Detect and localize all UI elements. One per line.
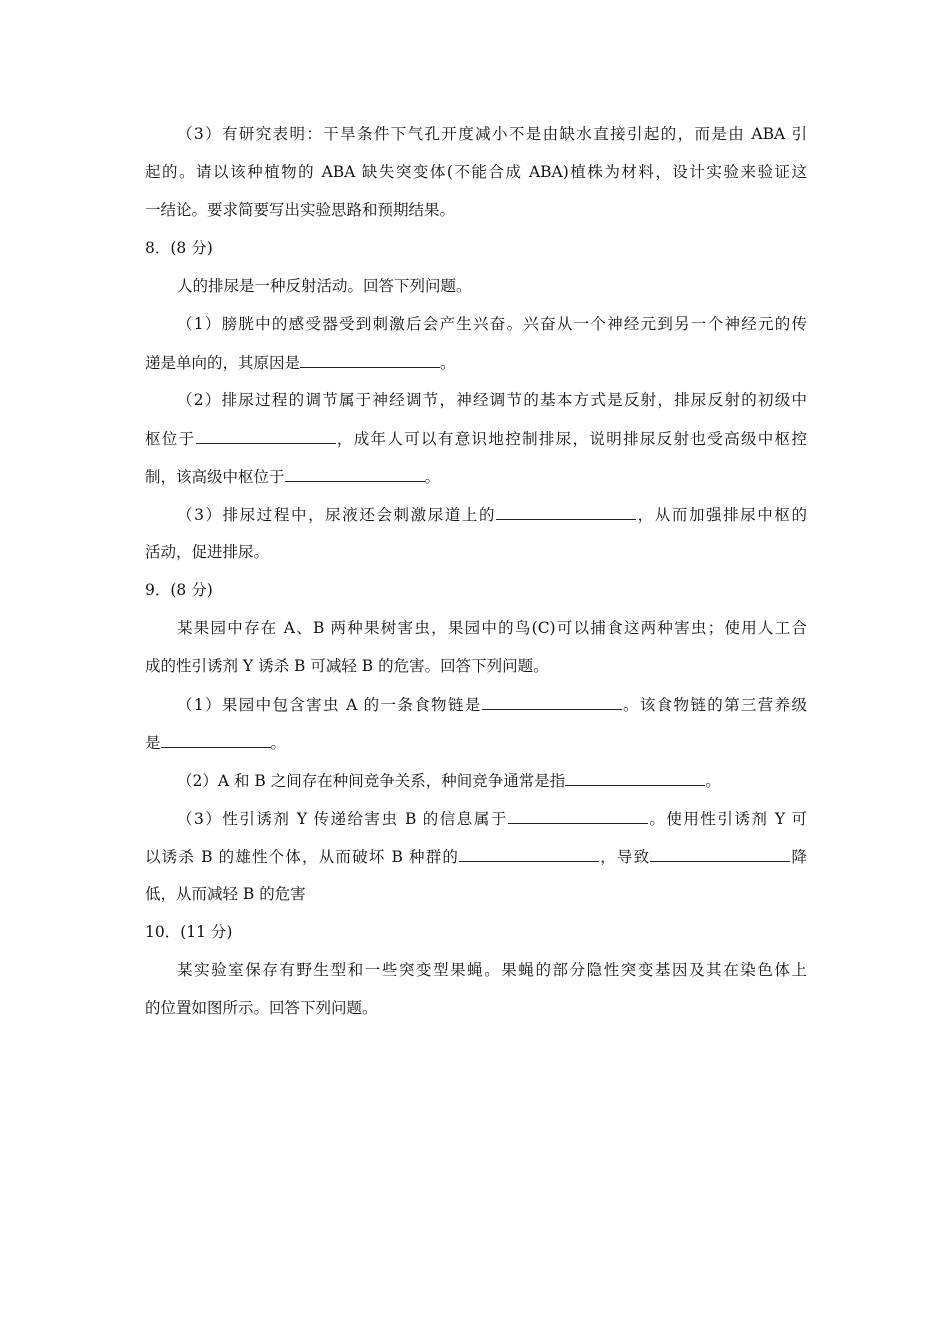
q9-intro-line1: 某果园中存在 A、B 两种果树害虫，果园中的鸟(C)可以捕食这两种害虫；使用人工合 (177, 619, 807, 637)
q8-part3-line2: 活动，促进排尿。 (145, 543, 270, 561)
answer-blank[interactable] (496, 504, 636, 520)
q9-intro-line2: 成的性引诱剂 Y 诱杀 B 可减轻 B 的危害。回答下列问题。 (145, 657, 549, 675)
q8-part2-line1: （2）排尿过程的调节属于神经调节，神经调节的基本方式是反射，排尿反射的初级中 (177, 391, 807, 409)
q9-part3-line2: 以诱杀 B 的雄性个体，从而破坏 B 种群的 ，导致 降 (145, 848, 807, 866)
q9-header: 9．(8 分) (145, 581, 213, 599)
answer-blank[interactable] (196, 428, 336, 444)
answer-blank[interactable] (459, 846, 599, 862)
q7-part3-line2: 起的。请以该种植物的 ABA 缺失突变体(不能合成 ABA)植株为材料，设计实验来验证这 (145, 163, 807, 181)
q8-part2-line3: 制，该高级中枢位于 。 (145, 468, 441, 486)
q10-intro-line1: 某实验室保存有野生型和一些突变型果蝇。果蝇的部分隐性突变基因及其在染色体上 (177, 961, 807, 979)
q8-header: 8．(8 分) (145, 239, 213, 257)
q9-part1-line1: （1）果园中包含害虫 A 的一条食物链是 。该食物链的第三营养级 (177, 696, 807, 714)
answer-blank[interactable] (285, 466, 425, 482)
answer-blank[interactable] (161, 732, 271, 748)
q9-part2: （2）A 和 B 之间存在种间竞争关系，种间竞争通常是指 。 (177, 772, 721, 790)
q8-part2-line2: 枢位于 ，成年人可以有意识地控制排尿，说明排尿反射也受高级中枢控 (145, 430, 807, 448)
q7-part3-line3: 一结论。要求简要写出实验思路和预期结果。 (145, 201, 456, 219)
q9-part3-line3: 低，从而减轻 B 的危害 (145, 885, 306, 903)
answer-blank[interactable] (508, 808, 648, 824)
q9-part3-line1: （3）性引诱剂 Y 传递给害虫 B 的信息属于 。使用性引诱剂 Y 可 (177, 810, 807, 828)
answer-blank[interactable] (565, 770, 705, 786)
answer-blank[interactable] (300, 352, 440, 368)
q8-part1-line2: 递是单向的，其原因是 。 (145, 354, 456, 372)
q8-part1-line1: （1）膀胱中的感受器受到刺激后会产生兴奋。兴奋从一个神经元到另一个神经元的传 (177, 315, 807, 333)
q7-part3-line1: （3）有研究表明：干旱条件下气孔开度减小不是由缺水直接引起的，而是由 ABA 引 (177, 125, 807, 143)
q10-header: 10．(11 分) (145, 923, 233, 941)
q8-intro: 人的排尿是一种反射活动。回答下列问题。 (177, 277, 472, 295)
answer-blank[interactable] (650, 846, 790, 862)
q8-part3-line1: （3）排尿过程中，尿液还会刺激尿道上的 ，从而加强排尿中枢的 (177, 506, 807, 524)
q9-part1-line2: 是 。 (145, 734, 287, 752)
q10-intro-line2: 的位置如图所示。回答下列问题。 (145, 999, 378, 1017)
answer-blank[interactable] (482, 694, 622, 710)
